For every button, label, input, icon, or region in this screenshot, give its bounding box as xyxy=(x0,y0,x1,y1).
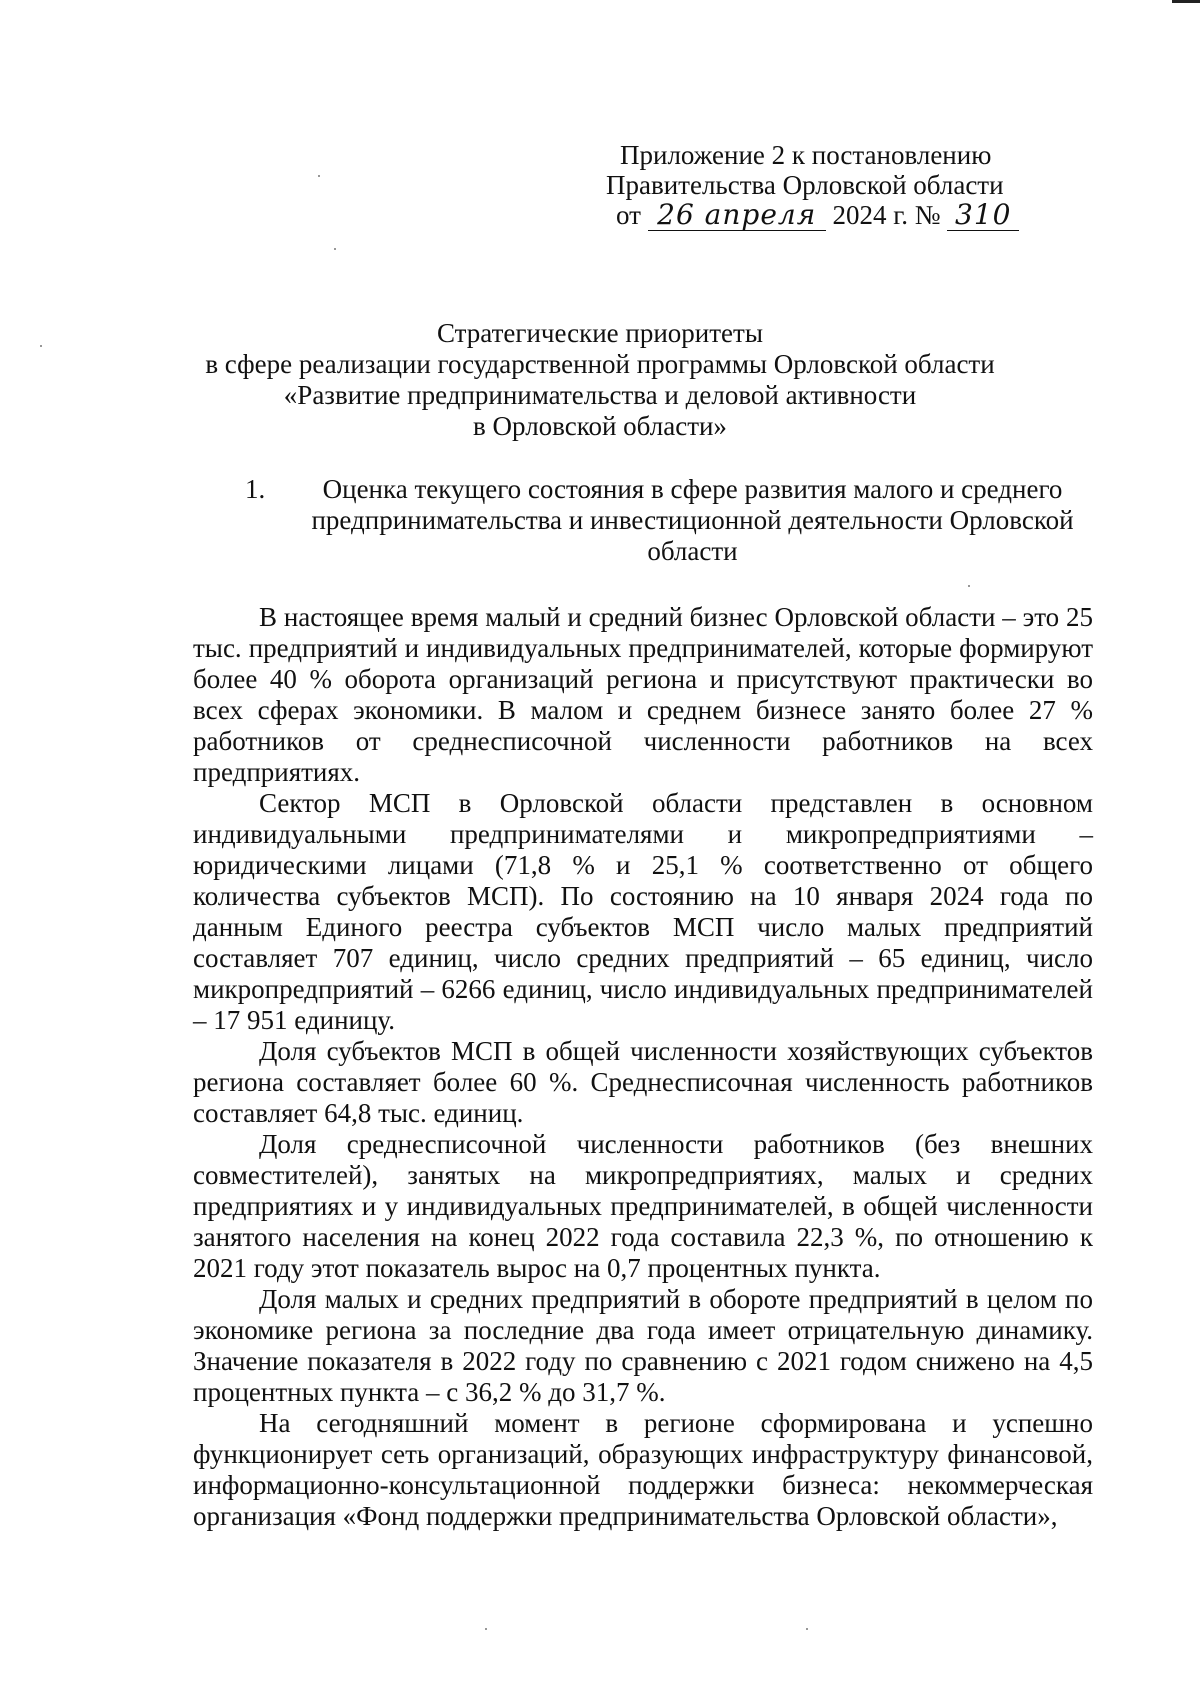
paragraph: Доля среднесписочной численности работников (без внешних совместителей), занятых на микропредприятиях, малых и средних предприятиях и у индивидуальных предпринимателей, в общей численности занятого населения на конец 2022 года составила 22,3 %, по отношению к 2021 году этот показатель вырос на 0,7 процентных пункта. xyxy=(193,1129,1093,1283)
scan-speck xyxy=(334,248,336,250)
scan-speck xyxy=(318,175,320,177)
paragraph: На сегодняшний момент в регионе сформирована и успешно функционирует сеть организаций, образующих инфраструктуру финансовой, информационно-консультационной поддержки бизнеса: некоммерческая организация «Фонд поддержки предпринимательства Орловской области», xyxy=(193,1408,1093,1531)
document-title xyxy=(150,318,1050,442)
scan-speck xyxy=(40,345,42,347)
scan-speck xyxy=(485,1628,487,1630)
body-text xyxy=(193,602,1093,1532)
title-line-4: в Орловской области» xyxy=(473,411,727,441)
appendix-line-2: Правительства Орловской области xyxy=(606,170,1004,200)
paragraph: Сектор МСП в Орловской области представлен в основном индивидуальными предпринимателями и микропредприятиями – юридическими лицами (71,8 % и 25,1 % соответственно от общего количества субъектов МСП). По состоянию на 10 января 2024 года по данным Единого реестра субъектов МСП число малых предприятий составляет 707 единиц, число средних предприятий – 65 единиц, число микропредприятий – 6266 единиц, число индивидуальных предпринимателей – 17 951 единицу. xyxy=(193,788,1093,1035)
year-label: 2024 г. № xyxy=(832,200,941,230)
paragraph: В настоящее время малый и средний бизнес Орловской области – это 25 тыс. предприятий и индивидуальных предпринимателей, которые формируют более 40 % оборота организаций региона и присутствуют практически во всех сферах экономики. В малом и среднем бизнесе занято более 27 % работников от среднесписочной численности работников на всех предприятиях. xyxy=(193,602,1093,787)
title-line-2: в сфере реализации государственной программы Орловской области xyxy=(205,349,995,379)
title-line-1: Стратегические приоритеты xyxy=(437,318,763,348)
section-heading-text: Оценка текущего состояния в сфере развития малого и среднего предпринимательства и инвестиционной деятельности Орловской области xyxy=(311,474,1074,566)
scan-edge-mark xyxy=(1172,0,1200,3)
scan-speck xyxy=(968,585,970,587)
title-line-3: «Развитие предпринимательства и деловой активности xyxy=(283,380,917,410)
paragraph: Доля субъектов МСП в общей численности хозяйствующих субъектов региона составляет более 60 %. Среднесписочная численность работников составляет 64,8 тыс. единиц. xyxy=(193,1036,1093,1128)
scan-speck xyxy=(806,1628,808,1630)
date-prefix: от xyxy=(616,200,641,230)
paragraph: Доля малых и средних предприятий в обороте предприятий в целом по экономике региона за последние два года имеет отрицательную динамику. Значение показателя в 2022 году по сравнению с 2021 годом снижено на 4,5 процентных пункта – с 36,2 % до 31,7 %. xyxy=(193,1284,1093,1407)
handwritten-number: 310 xyxy=(947,200,1019,231)
appendix-line-1: Приложение 2 к постановлению xyxy=(620,140,992,170)
section-number: 1. xyxy=(245,474,266,504)
appendix-date-line xyxy=(600,200,1020,231)
section-heading xyxy=(245,474,1075,567)
appendix-header xyxy=(600,140,1020,231)
handwritten-date: 26 апреля xyxy=(648,200,826,231)
